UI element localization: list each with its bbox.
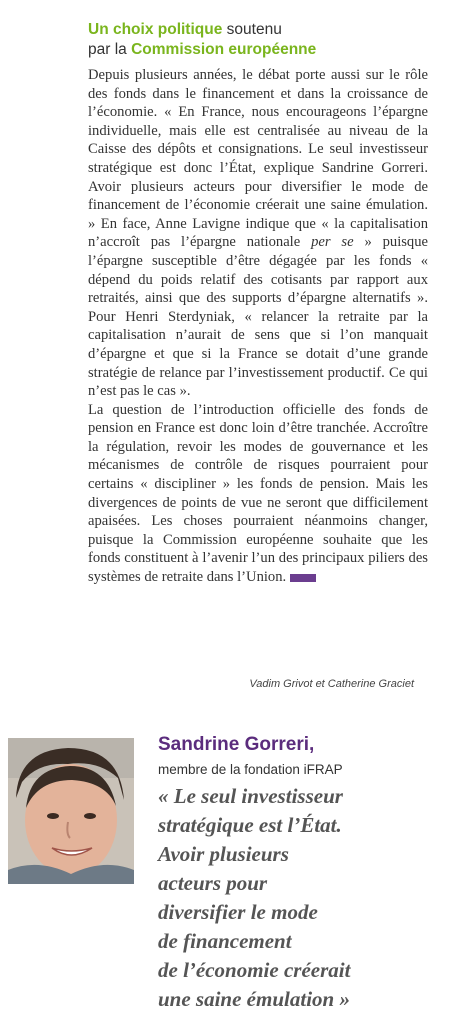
paragraph-1-italic: per se: [311, 234, 354, 251]
pull-quote: [158, 782, 438, 1014]
article-heading: [88, 20, 438, 60]
quote-line: « Le seul investisseur: [158, 784, 343, 808]
quote-line: une saine émulation »: [158, 987, 350, 1011]
paragraph-1-text: Depuis plusieurs années, le débat porte aussi sur le rôle des fonds dans le financement et dans la croissance de l’économie. « En France, nous encourageons l’épargne individuelle, mais elle est centralisée au niveau de la Caisse des dépôts et consignations. Le seul investisseur stratégique est donc l’État, explique Sandrine Gorreri. Avoir plusieurs acteurs pour diversifier le mode de financement de l’économie créerait une saine émulation. » En face, Anne Lavigne indique que « la capitalisation n’accroît pas l’épargne nationale: [88, 67, 428, 251]
paragraph-2-text: La question de l’introduction officielle des fonds de pension en France est donc loin d’être tranchée. Accroître la régulation, revoir les modes de gouvernance et les mécanismes de contrôle de risques pourraient pour certains « discipliner » les fonds de pension. Mais les divergences de points de vue ne seront que difficilement apaisées. Les choses pourraient néanmoins changer, puisque la Commission européenne souhaite que les fonds constituent à l’avenir l’un des principaux piliers des systèmes de retraite dans l’Union.: [88, 401, 428, 586]
quote-line: acteurs pour: [158, 871, 268, 895]
heading-text-2: par la: [88, 41, 132, 58]
heading-highlight-2: Commission européenne: [131, 41, 317, 58]
quote-line: de l’économie créerait: [158, 958, 351, 982]
paragraph-1: [88, 66, 428, 401]
paragraph-2: [88, 401, 428, 587]
end-of-article-mark: [290, 574, 316, 582]
heading-highlight-1: Un choix politique: [88, 21, 223, 38]
portrait-photo: [8, 738, 134, 884]
quote-line: diversifier le mode: [158, 900, 318, 924]
byline: Vadim Grivot et Catherine Graciet: [249, 678, 414, 690]
quote-line: de financement: [158, 929, 292, 953]
quote-author-name: Sandrine Gorreri,: [158, 734, 315, 755]
paragraph-1-rest: » puisque l’épargne susceptible d’être dégagée par les fonds « dépend du poids relatif des cotisants par rapport aux retraités, ainsi que des supports d’épargne alternatifs ». Pour Henri Sterdyniak, « relancer la retraite par la capitalisation n’aurait de sens que si l’on manquait d’épargne et que si la France se dotait d’une grande stratégie de relance par l’investissement productif. Ce qui n’est pas le cas ».: [88, 234, 428, 400]
quote-author-role: membre de la fondation iFRAP: [158, 762, 343, 777]
quote-line: stratégique est l’État.: [158, 813, 342, 837]
article-body: [88, 66, 428, 587]
heading-text-1: soutenu: [222, 21, 282, 38]
quote-line: Avoir plusieurs: [158, 842, 289, 866]
